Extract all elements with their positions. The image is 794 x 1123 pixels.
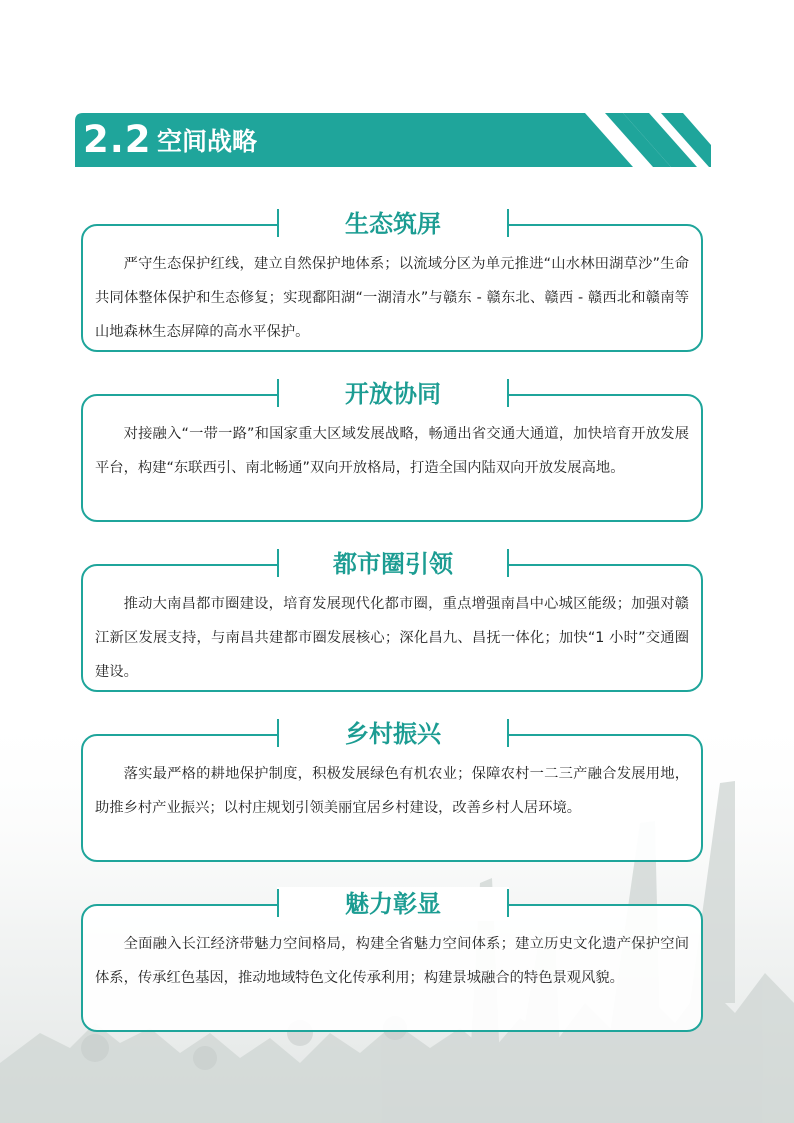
card-body-text: 对接融入“一带一路”和国家重大区域发展战略，畅通出省交通大通道，加快培育开放发展平台，构建“东联西引、南北畅通”双向开放格局，打造全国内陆双向开放发展高地。: [95, 426, 689, 476]
card-title: 开放协同: [345, 380, 441, 408]
card-heading: [277, 207, 509, 241]
card-body-text: 推动大南昌都市圈建设，培育发展现代化都市圈，重点增强南昌中心城区能级；加强对赣江新区发展支持，与南昌共建都市圈发展核心；深化昌九、昌抚一体化；加快“1 小时”交通圈建设。: [95, 596, 689, 680]
card-body-text: 严守生态保护红线，建立自然保护地体系；以流域分区为单元推进“山水林田湖草沙”生命共同体整体保护和生态修复；实现鄱阳湖“一湖清水”与赣东 - 赣东北、赣西 - 赣西北和赣南等山地森林生态屏障的高水平保护。: [95, 256, 689, 340]
card-heading: [277, 547, 509, 581]
card-title: 生态筑屏: [345, 210, 441, 238]
strategy-card: [81, 904, 703, 1032]
card-body-text: 全面融入长江经济带魅力空间格局，构建全省魅力空间体系；建立历史文化遗产保护空间体系，传承红色基因，推动地域特色文化传承利用；构建景城融合的特色景观风貌。: [95, 936, 689, 986]
strategy-card: [81, 394, 703, 522]
section-number: 2.2: [83, 118, 152, 161]
card-heading: [277, 377, 509, 411]
strategy-card: [81, 564, 703, 692]
card-heading: [277, 887, 509, 921]
strategy-card: [81, 224, 703, 352]
card-title: 魅力彰显: [345, 890, 441, 918]
card-heading: [277, 717, 509, 751]
section-title: 空间战略: [157, 127, 258, 156]
card-title: 乡村振兴: [345, 720, 441, 748]
card-title: 都市圈引领: [333, 550, 453, 578]
strategy-card: [81, 734, 703, 862]
card-body-text: 落实最严格的耕地保护制度，积极发展绿色有机农业；保障农村一二三产融合发展用地，助推乡村产业振兴；以村庄规划引领美丽宜居乡村建设，改善乡村人居环境。: [95, 766, 689, 816]
